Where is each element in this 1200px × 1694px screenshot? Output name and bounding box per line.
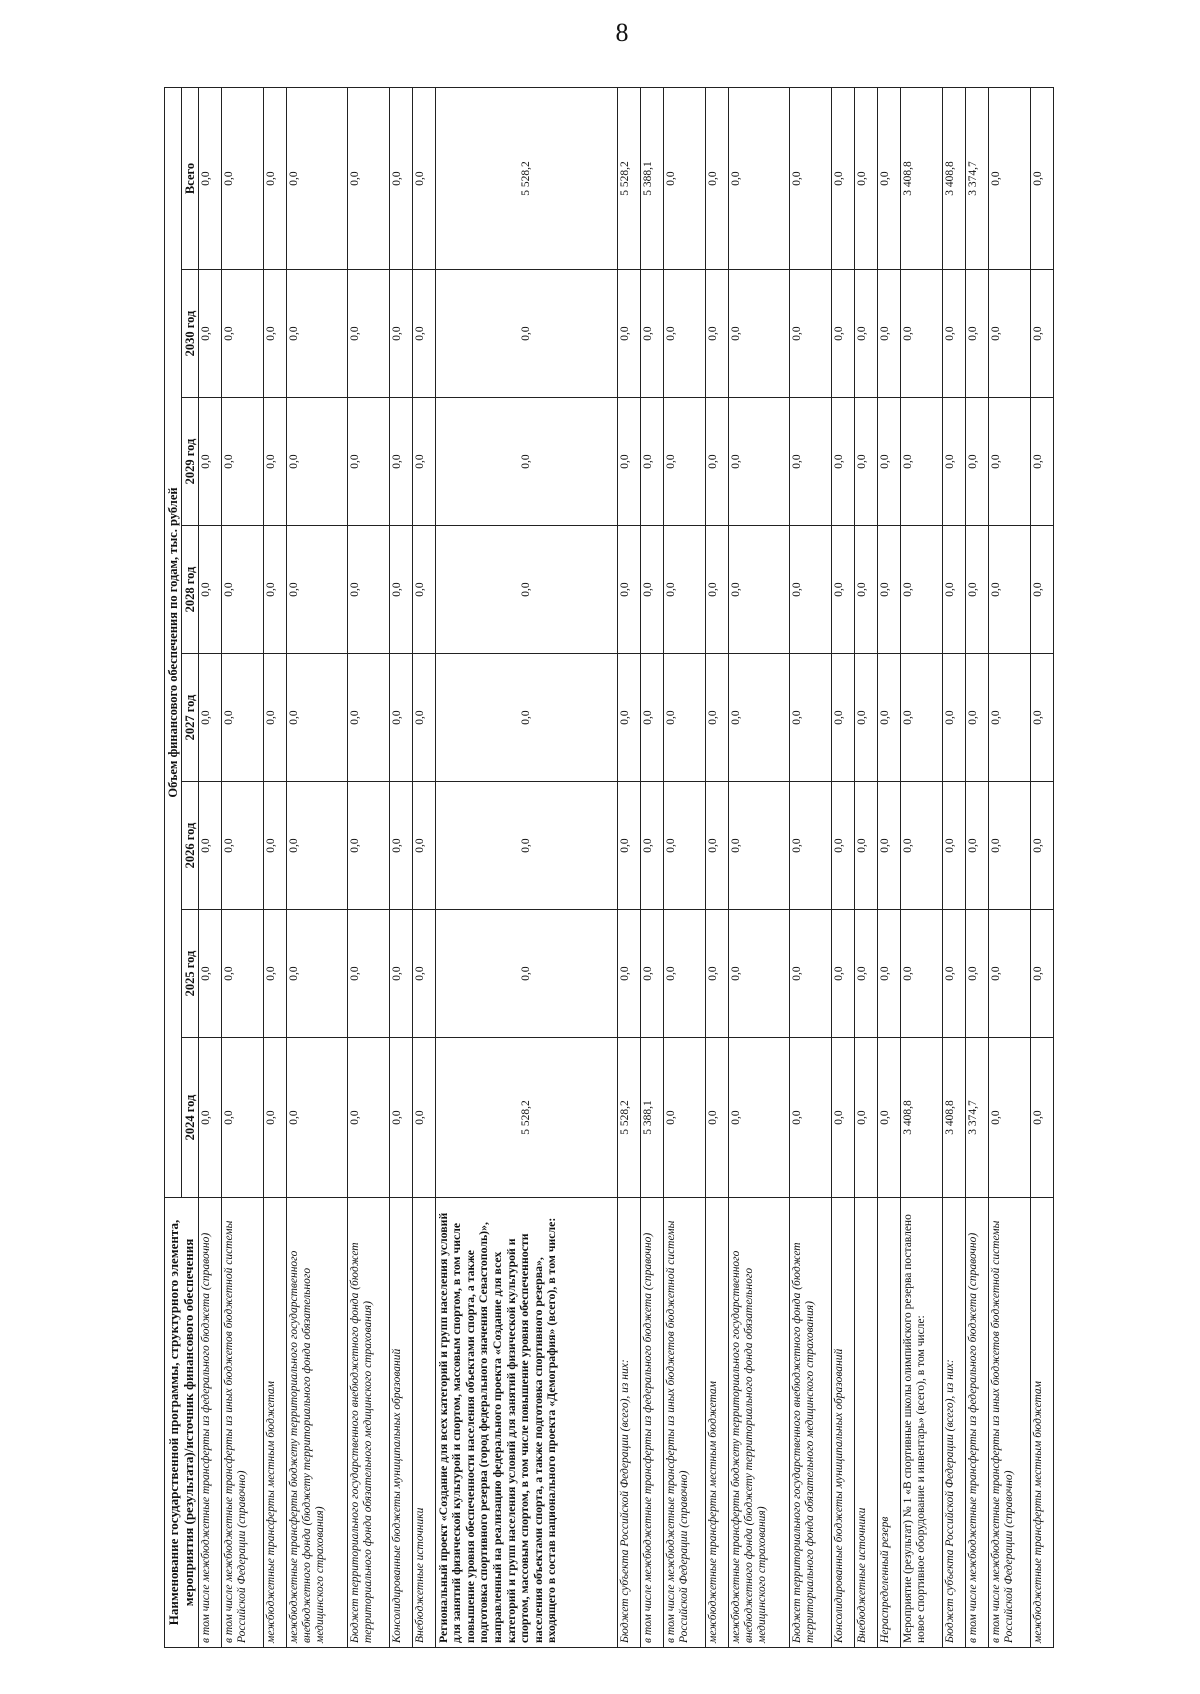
value-cell: 0,0 (877, 526, 900, 654)
value-cell: 3 408,8 (942, 87, 965, 269)
value-cell: 0,0 (287, 270, 348, 398)
value-cell: 0,0 (287, 910, 348, 1038)
value-cell: 0,0 (900, 910, 942, 1038)
value-cell: 0,0 (789, 87, 831, 269)
table-row (965, 87, 988, 1647)
financing-table (164, 87, 1054, 1648)
value-cell: 0,0 (389, 782, 412, 910)
value-cell: 0,0 (789, 270, 831, 398)
value-cell: 5 388,1 (640, 87, 663, 269)
value-cell: 0,0 (287, 87, 348, 269)
value-cell: 0,0 (831, 654, 854, 782)
row-label: в том числе межбюджетные трансферты из федерального бюджета (справочно) (640, 1198, 663, 1648)
row-label: в том числе межбюджетные трансферты из федерального бюджета (справочно) (965, 1198, 988, 1648)
table-row (900, 87, 942, 1647)
value-cell: 0,0 (199, 654, 222, 782)
value-cell: 0,0 (831, 87, 854, 269)
value-cell: 0,0 (263, 1038, 286, 1198)
value-cell: 0,0 (965, 782, 988, 910)
value-cell: 0,0 (877, 398, 900, 526)
value-cell: 0,0 (705, 526, 728, 654)
value-cell: 0,0 (347, 910, 389, 1038)
value-cell: 0,0 (664, 1038, 706, 1198)
row-label: межбюджетные трансферты местным бюджетам (705, 1198, 728, 1648)
value-cell: 0,0 (347, 270, 389, 398)
value-cell: 0,0 (854, 270, 877, 398)
value-cell: 0,0 (199, 398, 222, 526)
value-cell: 0,0 (199, 526, 222, 654)
value-cell: 0,0 (222, 654, 264, 782)
value-cell: 0,0 (942, 270, 965, 398)
value-cell: 0,0 (988, 910, 1030, 1038)
value-cell: 0,0 (729, 270, 790, 398)
value-cell: 0,0 (988, 398, 1030, 526)
value-cell: 0,0 (664, 526, 706, 654)
row-label: Консолидированные бюджеты муниципальных образований (831, 1198, 854, 1648)
year-header: Всего (182, 87, 199, 269)
table-body (199, 87, 1054, 1647)
value-cell: 0,0 (854, 654, 877, 782)
value-cell: 0,0 (729, 782, 790, 910)
row-label: Бюджет субъекта Российской Федерации (всего), из них: (617, 1198, 640, 1648)
value-cell: 0,0 (640, 270, 663, 398)
value-cell: 0,0 (412, 398, 435, 526)
row-label: Внебюджетные источники (412, 1198, 435, 1648)
value-cell: 0,0 (664, 910, 706, 1038)
value-cell: 0,0 (942, 654, 965, 782)
row-label: Нераспределенный резерв (877, 1198, 900, 1648)
row-label: Бюджет субъекта Российской Федерации (всего), из них: (942, 1198, 965, 1648)
row-label: в том числе межбюджетные трансферты из иных бюджетов бюджетной системы Российской Федерации (справочно) (222, 1198, 264, 1648)
value-cell: 5 528,2 (617, 1038, 640, 1198)
value-cell: 0,0 (617, 398, 640, 526)
value-cell: 0,0 (831, 1038, 854, 1198)
value-cell: 0,0 (347, 654, 389, 782)
value-cell: 0,0 (199, 87, 222, 269)
value-cell: 0,0 (705, 1038, 728, 1198)
table-row (222, 87, 264, 1647)
value-cell: 0,0 (389, 1038, 412, 1198)
value-cell: 0,0 (222, 1038, 264, 1198)
value-cell: 3 408,8 (942, 1038, 965, 1198)
value-cell: 0,0 (287, 1038, 348, 1198)
value-cell: 0,0 (263, 782, 286, 910)
value-cell: 0,0 (640, 654, 663, 782)
value-cell: 0,0 (705, 398, 728, 526)
value-cell: 0,0 (389, 910, 412, 1038)
value-cell: 0,0 (965, 270, 988, 398)
value-cell: 0,0 (435, 526, 617, 654)
table-row (664, 87, 706, 1647)
table-row (435, 87, 617, 1647)
name-column-header: Наименование государственной программы, структурного элемента, мероприятия (результата)/источник финансового обеспечения (165, 1198, 199, 1648)
value-cell: 0,0 (263, 398, 286, 526)
year-header: 2027 год (182, 654, 199, 782)
value-cell: 0,0 (347, 526, 389, 654)
value-cell: 0,0 (263, 87, 286, 269)
page-number: 8 (615, 18, 629, 47)
value-cell: 0,0 (900, 526, 942, 654)
row-label: Мероприятие (результат) № 1 «В спортивные школы олимпийского резерва поставлено новое спортивное оборудование и инвентарь» (всего), в том числе: (900, 1198, 942, 1648)
year-header: 2029 год (182, 398, 199, 526)
value-cell: 0,0 (222, 87, 264, 269)
value-cell: 0,0 (640, 398, 663, 526)
row-label: в том числе межбюджетные трансферты из иных бюджетов бюджетной системы Российской Федерации (справочно) (988, 1198, 1030, 1648)
value-cell: 0,0 (412, 526, 435, 654)
value-cell: 0,0 (435, 398, 617, 526)
value-cell: 0,0 (854, 782, 877, 910)
value-cell: 0,0 (877, 1038, 900, 1198)
value-cell: 0,0 (412, 654, 435, 782)
row-label: межбюджетные трансферты бюджету территориального государственного внебюджетного фонда (бюджету территориального фонда обязательного медицинского страхования) (729, 1198, 790, 1648)
value-cell: 0,0 (854, 910, 877, 1038)
value-cell: 0,0 (287, 654, 348, 782)
value-cell: 0,0 (988, 654, 1030, 782)
value-cell: 0,0 (199, 1038, 222, 1198)
value-cell: 0,0 (729, 910, 790, 1038)
value-cell: 0,0 (263, 526, 286, 654)
value-cell: 0,0 (199, 782, 222, 910)
value-cell: 0,0 (854, 526, 877, 654)
row-label: Региональный проект «Создание для всех категорий и групп населения условий для занятий физической культурой и спортом, массовым спортом, в том числе повышение уровня обеспеченности населения объектами спорта, а также подготовка спортивного резерва (город федерального значения Севастополь)», направленный на реализацию федерального проекта «Создание для всех категорий и групп населения условий для занятий физической культурой и спортом, массовым спортом, в том числе повышение уровня обеспеченности населения объектами спорта, а также подготовка спортивного резерва», входящего в состав национального проекта «Демография» (всего), в том числе: (435, 1198, 617, 1648)
value-cell: 0,0 (389, 398, 412, 526)
row-label: Внебюджетные источники (854, 1198, 877, 1648)
value-cell: 0,0 (729, 526, 790, 654)
rotated-table-container (164, 88, 1054, 1648)
table-row (263, 87, 286, 1647)
value-cell: 0,0 (854, 1038, 877, 1198)
year-header: 2030 год (182, 270, 199, 398)
value-cell: 0,0 (1030, 654, 1053, 782)
value-cell: 0,0 (389, 526, 412, 654)
value-cell: 0,0 (412, 270, 435, 398)
volume-header: Объем финансового обеспечения по годам, тыс. рублей (165, 87, 182, 1197)
value-cell: 0,0 (942, 526, 965, 654)
value-cell: 0,0 (617, 270, 640, 398)
value-cell: 0,0 (900, 782, 942, 910)
value-cell: 5 528,2 (617, 87, 640, 269)
value-cell: 0,0 (199, 910, 222, 1038)
value-cell: 0,0 (789, 654, 831, 782)
value-cell: 0,0 (877, 270, 900, 398)
value-cell: 0,0 (877, 87, 900, 269)
row-label: межбюджетные трансферты местным бюджетам (263, 1198, 286, 1648)
value-cell: 0,0 (705, 910, 728, 1038)
value-cell: 0,0 (789, 1038, 831, 1198)
value-cell: 0,0 (199, 270, 222, 398)
value-cell: 0,0 (222, 270, 264, 398)
value-cell: 0,0 (877, 782, 900, 910)
value-cell: 0,0 (664, 654, 706, 782)
value-cell: 0,0 (435, 782, 617, 910)
table-row (1030, 87, 1053, 1647)
value-cell: 0,0 (705, 87, 728, 269)
value-cell: 0,0 (789, 398, 831, 526)
value-cell: 3 374,7 (965, 1038, 988, 1198)
value-cell: 0,0 (617, 910, 640, 1038)
value-cell: 0,0 (900, 270, 942, 398)
value-cell: 0,0 (389, 87, 412, 269)
value-cell: 0,0 (789, 782, 831, 910)
value-cell: 0,0 (222, 910, 264, 1038)
value-cell: 0,0 (287, 782, 348, 910)
value-cell: 0,0 (942, 782, 965, 910)
value-cell: 0,0 (664, 782, 706, 910)
table-row (287, 87, 348, 1647)
value-cell: 0,0 (988, 526, 1030, 654)
value-cell: 0,0 (617, 526, 640, 654)
value-cell: 0,0 (412, 1038, 435, 1198)
value-cell: 0,0 (729, 398, 790, 526)
table-row (412, 87, 435, 1647)
table-row (705, 87, 728, 1647)
value-cell: 0,0 (1030, 1038, 1053, 1198)
value-cell: 0,0 (900, 654, 942, 782)
value-cell: 0,0 (729, 87, 790, 269)
table-row (389, 87, 412, 1647)
value-cell: 0,0 (1030, 270, 1053, 398)
table-row (988, 87, 1030, 1647)
value-cell: 0,0 (435, 654, 617, 782)
table-row (729, 87, 790, 1647)
value-cell: 0,0 (1030, 526, 1053, 654)
value-cell: 3 374,7 (965, 87, 988, 269)
row-label: межбюджетные трансферты бюджету территориального государственного внебюджетного фонда (бюджету территориального фонда обязательного медицинского страхования) (287, 1198, 348, 1648)
value-cell: 0,0 (988, 270, 1030, 398)
value-cell: 3 408,8 (900, 87, 942, 269)
value-cell: 0,0 (965, 654, 988, 782)
value-cell: 0,0 (942, 398, 965, 526)
value-cell: 0,0 (435, 270, 617, 398)
value-cell: 0,0 (664, 398, 706, 526)
year-header: 2028 год (182, 526, 199, 654)
value-cell: 5 528,2 (435, 87, 617, 269)
value-cell: 0,0 (640, 526, 663, 654)
value-cell: 5 388,1 (640, 1038, 663, 1198)
value-cell: 0,0 (435, 910, 617, 1038)
value-cell: 0,0 (831, 270, 854, 398)
value-cell: 0,0 (664, 87, 706, 269)
value-cell: 0,0 (831, 398, 854, 526)
row-label: в том числе межбюджетные трансферты из федерального бюджета (справочно) (199, 1198, 222, 1648)
value-cell: 5 528,2 (435, 1038, 617, 1198)
value-cell: 0,0 (389, 654, 412, 782)
value-cell: 0,0 (831, 526, 854, 654)
value-cell: 0,0 (729, 654, 790, 782)
year-header: 2025 год (182, 910, 199, 1038)
value-cell: 0,0 (287, 398, 348, 526)
table-row (831, 87, 854, 1647)
table-row (617, 87, 640, 1647)
value-cell: 0,0 (854, 87, 877, 269)
value-cell: 0,0 (263, 654, 286, 782)
value-cell: 0,0 (347, 398, 389, 526)
value-cell: 0,0 (222, 782, 264, 910)
value-cell: 0,0 (389, 270, 412, 398)
row-label: Бюджет территориального государственного внебюджетного фонда (бюджет территориального фонда обязательного медицинского страхования) (347, 1198, 389, 1648)
table-row (854, 87, 877, 1647)
value-cell: 0,0 (617, 782, 640, 910)
value-cell: 3 408,8 (900, 1038, 942, 1198)
year-header: 2026 год (182, 782, 199, 910)
value-cell: 0,0 (640, 910, 663, 1038)
row-label: в том числе межбюджетные трансферты из иных бюджетов бюджетной системы Российской Федерации (справочно) (664, 1198, 706, 1648)
value-cell: 0,0 (789, 526, 831, 654)
value-cell: 0,0 (988, 782, 1030, 910)
value-cell: 0,0 (640, 782, 663, 910)
value-cell: 0,0 (1030, 782, 1053, 910)
value-cell: 0,0 (831, 910, 854, 1038)
table-row (877, 87, 900, 1647)
value-cell: 0,0 (412, 782, 435, 910)
value-cell: 0,0 (965, 398, 988, 526)
row-label: межбюджетные трансферты местным бюджетам (1030, 1198, 1053, 1648)
value-cell: 0,0 (942, 910, 965, 1038)
value-cell: 0,0 (965, 910, 988, 1038)
value-cell: 0,0 (877, 654, 900, 782)
year-header: 2024 год (182, 1038, 199, 1198)
value-cell: 0,0 (222, 526, 264, 654)
row-label: Бюджет территориального государственного внебюджетного фонда (бюджет территориального фонда обязательного медицинского страхования) (789, 1198, 831, 1648)
value-cell: 0,0 (222, 398, 264, 526)
value-cell: 0,0 (347, 782, 389, 910)
value-cell: 0,0 (617, 654, 640, 782)
value-cell: 0,0 (988, 87, 1030, 269)
value-cell: 0,0 (1030, 910, 1053, 1038)
value-cell: 0,0 (965, 526, 988, 654)
value-cell: 0,0 (287, 526, 348, 654)
value-cell: 0,0 (347, 1038, 389, 1198)
value-cell: 0,0 (263, 910, 286, 1038)
row-label: Консолидированные бюджеты муниципальных образований (389, 1198, 412, 1648)
value-cell: 0,0 (1030, 87, 1053, 269)
value-cell: 0,0 (412, 910, 435, 1038)
value-cell: 0,0 (900, 398, 942, 526)
value-cell: 0,0 (877, 910, 900, 1038)
value-cell: 0,0 (347, 87, 389, 269)
table-row (347, 87, 389, 1647)
value-cell: 0,0 (263, 270, 286, 398)
value-cell: 0,0 (664, 270, 706, 398)
table-row (942, 87, 965, 1647)
table-row (640, 87, 663, 1647)
value-cell: 0,0 (1030, 398, 1053, 526)
value-cell: 0,0 (831, 782, 854, 910)
value-cell: 0,0 (705, 782, 728, 910)
table-row (789, 87, 831, 1647)
value-cell: 0,0 (412, 87, 435, 269)
value-cell: 0,0 (854, 398, 877, 526)
table-row (199, 87, 222, 1647)
value-cell: 0,0 (789, 910, 831, 1038)
value-cell: 0,0 (705, 270, 728, 398)
header-row-1 (165, 87, 182, 1647)
value-cell: 0,0 (729, 1038, 790, 1198)
value-cell: 0,0 (988, 1038, 1030, 1198)
value-cell: 0,0 (705, 654, 728, 782)
